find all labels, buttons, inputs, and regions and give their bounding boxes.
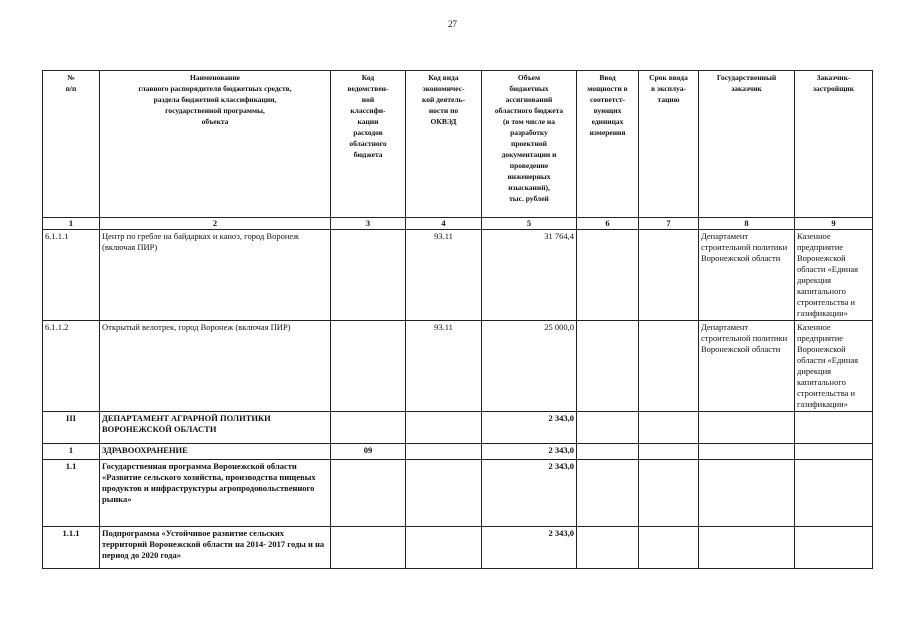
row-number: 1.1.1 (43, 527, 100, 569)
row-customer: Департамент строительной политики Воронежской области (699, 321, 795, 412)
table-row (43, 230, 873, 321)
row-name: Государственная программа Воронежской области «Развитие сельского хозяйства, производства пищевых продуктов и инфраструктуры агропродовольственного рынка» (100, 460, 331, 527)
row-term (639, 321, 699, 412)
row-customer (699, 527, 795, 569)
column-number: 3 (331, 218, 406, 230)
row-term (639, 527, 699, 569)
row-dept-code (331, 321, 406, 412)
row-volume: 2 343,0 (482, 412, 577, 444)
row-term (639, 444, 699, 460)
row-volume: 2 343,0 (482, 527, 577, 569)
column-number: 8 (699, 218, 795, 230)
row-capacity (577, 527, 639, 569)
table-row (43, 527, 873, 569)
budget-table (42, 70, 873, 569)
column-numbers-row (43, 218, 873, 230)
column-number: 2 (100, 218, 331, 230)
row-dept-code: 09 (331, 444, 406, 460)
header-capacity: Ввод мощности в соответст- вующих единицах измерения (577, 71, 639, 218)
header-term: Срок ввода в эксплуа- тацию (639, 71, 699, 218)
table-row (43, 321, 873, 412)
header-okved: Код вида экономичес- кой деятель- ности по ОКВЭД (406, 71, 482, 218)
row-volume: 31 764,4 (482, 230, 577, 321)
column-number: 1 (43, 218, 100, 230)
row-okved (406, 444, 482, 460)
column-number: 9 (795, 218, 873, 230)
row-developer: Казенное предприятие Воронежской области «Единая дирекция капитального строительства и газификации» (795, 321, 873, 412)
row-name: Подпрограмма «Устойчивое развитие сельских территорий Воронежской области на 2014- 2017 годы и на период до 2020 года» (100, 527, 331, 569)
row-capacity (577, 230, 639, 321)
row-capacity (577, 444, 639, 460)
column-number: 6 (577, 218, 639, 230)
row-okved (406, 412, 482, 444)
row-number: 1 (43, 444, 100, 460)
row-developer (795, 412, 873, 444)
row-customer (699, 412, 795, 444)
row-customer (699, 444, 795, 460)
row-dept-code (331, 460, 406, 527)
row-customer (699, 460, 795, 527)
table-row (43, 444, 873, 460)
page-number: 27 (448, 19, 457, 29)
row-developer: Казенное предприятие Воронежской области «Единая дирекция капитального строительства и газификации» (795, 230, 873, 321)
row-dept-code (331, 412, 406, 444)
row-developer (795, 460, 873, 527)
header-number: № п/п (43, 71, 100, 218)
row-okved: 93.11 (406, 321, 482, 412)
row-developer (795, 527, 873, 569)
row-capacity (577, 460, 639, 527)
row-volume: 25 000,0 (482, 321, 577, 412)
row-okved (406, 527, 482, 569)
row-number: 1.1 (43, 460, 100, 527)
row-okved: 93.11 (406, 230, 482, 321)
row-number: 6.1.1.1 (43, 230, 100, 321)
header-name: Наименование главного распорядителя бюджетных средств, раздела бюджетной классификации, государственной программы, объекта (100, 71, 331, 218)
row-number: III (43, 412, 100, 444)
column-number: 4 (406, 218, 482, 230)
header-dept-code: Код ведомствен- ной классифи- кации расходов областного бюджета (331, 71, 406, 218)
header-developer: Заказчик- застройщик (795, 71, 873, 218)
row-developer (795, 444, 873, 460)
row-term (639, 460, 699, 527)
row-customer: Департамент строительной политики Воронежской области (699, 230, 795, 321)
row-capacity (577, 321, 639, 412)
row-name: ЗДРАВООХРАНЕНИЕ (100, 444, 331, 460)
row-capacity (577, 412, 639, 444)
row-volume: 2 343,0 (482, 444, 577, 460)
row-name: Центр по гребле на байдарках и каноэ, город Воронеж (включая ПИР) (100, 230, 331, 321)
column-number: 7 (639, 218, 699, 230)
column-number: 5 (482, 218, 577, 230)
row-okved (406, 460, 482, 527)
table-row (43, 460, 873, 527)
row-dept-code (331, 527, 406, 569)
header-customer: Государственный заказчик (699, 71, 795, 218)
row-term (639, 412, 699, 444)
table-header-row (43, 71, 873, 218)
row-number: 6.1.1.2 (43, 321, 100, 412)
row-name: ДЕПАРТАМЕНТ АГРАРНОЙ ПОЛИТИКИ ВОРОНЕЖСКОЙ ОБЛАСТИ (100, 412, 331, 444)
row-term (639, 230, 699, 321)
row-dept-code (331, 230, 406, 321)
row-name: Открытый велотрек, город Воронеж (включая ПИР) (100, 321, 331, 412)
table-row (43, 412, 873, 444)
row-volume: 2 343,0 (482, 460, 577, 527)
header-volume: Объем бюджетных ассигнований областного бюджета (в том числе на разработку проектной документации и проведение инженерных изысканий), тыс. рублей (482, 71, 577, 218)
